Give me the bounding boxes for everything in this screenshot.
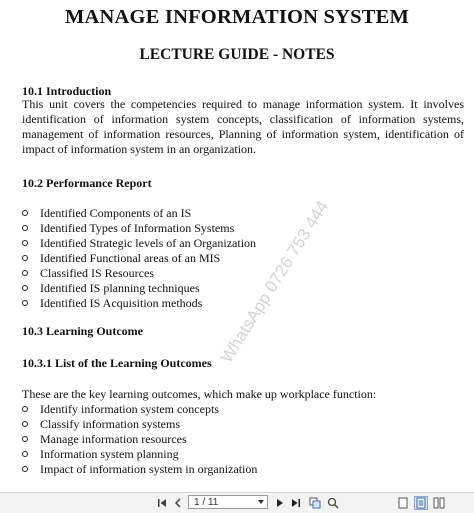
section-heading-introduction: 10.1 Introduction xyxy=(22,84,112,98)
bullet-icon xyxy=(22,285,28,291)
section-heading-performance-report: 10.2 Performance Report xyxy=(22,176,152,190)
prev-page-icon[interactable] xyxy=(172,496,184,510)
bullet-icon xyxy=(22,225,28,231)
chevron-down-icon xyxy=(258,500,264,504)
two-page-view-icon[interactable] xyxy=(414,496,428,510)
page-selector[interactable] xyxy=(188,495,268,509)
copy-pages-icon[interactable] xyxy=(308,496,322,510)
performance-report-list xyxy=(22,206,256,311)
list-item: Identify information system concepts xyxy=(22,402,257,417)
list-item: Identified Types of Information Systems xyxy=(22,221,256,236)
bullet-icon xyxy=(22,406,28,412)
page-indicator: 1 / 11 xyxy=(194,496,219,508)
bullet-icon xyxy=(22,240,28,246)
search-icon[interactable] xyxy=(326,496,340,510)
list-item: Impact of information system in organization xyxy=(22,462,257,477)
list-item: Identified Components of an IS xyxy=(22,206,256,221)
first-page-icon[interactable] xyxy=(156,496,168,510)
bullet-icon xyxy=(22,466,28,472)
scroll-view-icon[interactable] xyxy=(432,496,446,510)
list-item: Identified IS planning techniques xyxy=(22,281,256,296)
introduction-paragraph: This unit covers the competencies required to manage information system. It involves identification of information system concepts, classification of information systems, management of information resources, Planning of information system, identification of impact of information system in an organization. xyxy=(22,97,464,156)
last-page-icon[interactable] xyxy=(290,496,302,510)
single-page-view-icon[interactable] xyxy=(396,496,410,510)
bullet-icon xyxy=(22,421,28,427)
list-item: Identified Strategic levels of an Organization xyxy=(22,236,256,251)
learning-outcomes-list xyxy=(22,402,257,477)
document-title: MANAGE INFORMATION SYSTEM xyxy=(64,6,410,28)
viewer-toolbar xyxy=(0,492,474,513)
list-item: Identified Functional areas of an MIS xyxy=(22,251,256,266)
list-item: Identified IS Acquisition methods xyxy=(22,296,256,311)
bullet-icon xyxy=(22,451,28,457)
next-page-icon[interactable] xyxy=(274,496,286,510)
bullet-icon xyxy=(22,270,28,276)
list-item: Classified IS Resources xyxy=(22,266,256,281)
bullet-icon xyxy=(22,210,28,216)
bullet-icon xyxy=(22,300,28,306)
section-heading-list-of-outcomes: 10.3.1 List of the Learning Outcomes xyxy=(22,356,212,370)
list-item: Manage information resources xyxy=(22,432,257,447)
list-item: Classify information systems xyxy=(22,417,257,432)
bullet-icon xyxy=(22,436,28,442)
watermark: WhatsApp 0726 753 444 xyxy=(216,197,333,367)
bullet-icon xyxy=(22,255,28,261)
list-item: Information system planning xyxy=(22,447,257,462)
section-heading-learning-outcome: 10.3 Learning Outcome xyxy=(22,324,143,338)
document-subtitle: LECTURE GUIDE - NOTES xyxy=(139,46,335,63)
outcomes-intro-text: These are the key learning outcomes, which make up workplace function: xyxy=(22,387,377,401)
